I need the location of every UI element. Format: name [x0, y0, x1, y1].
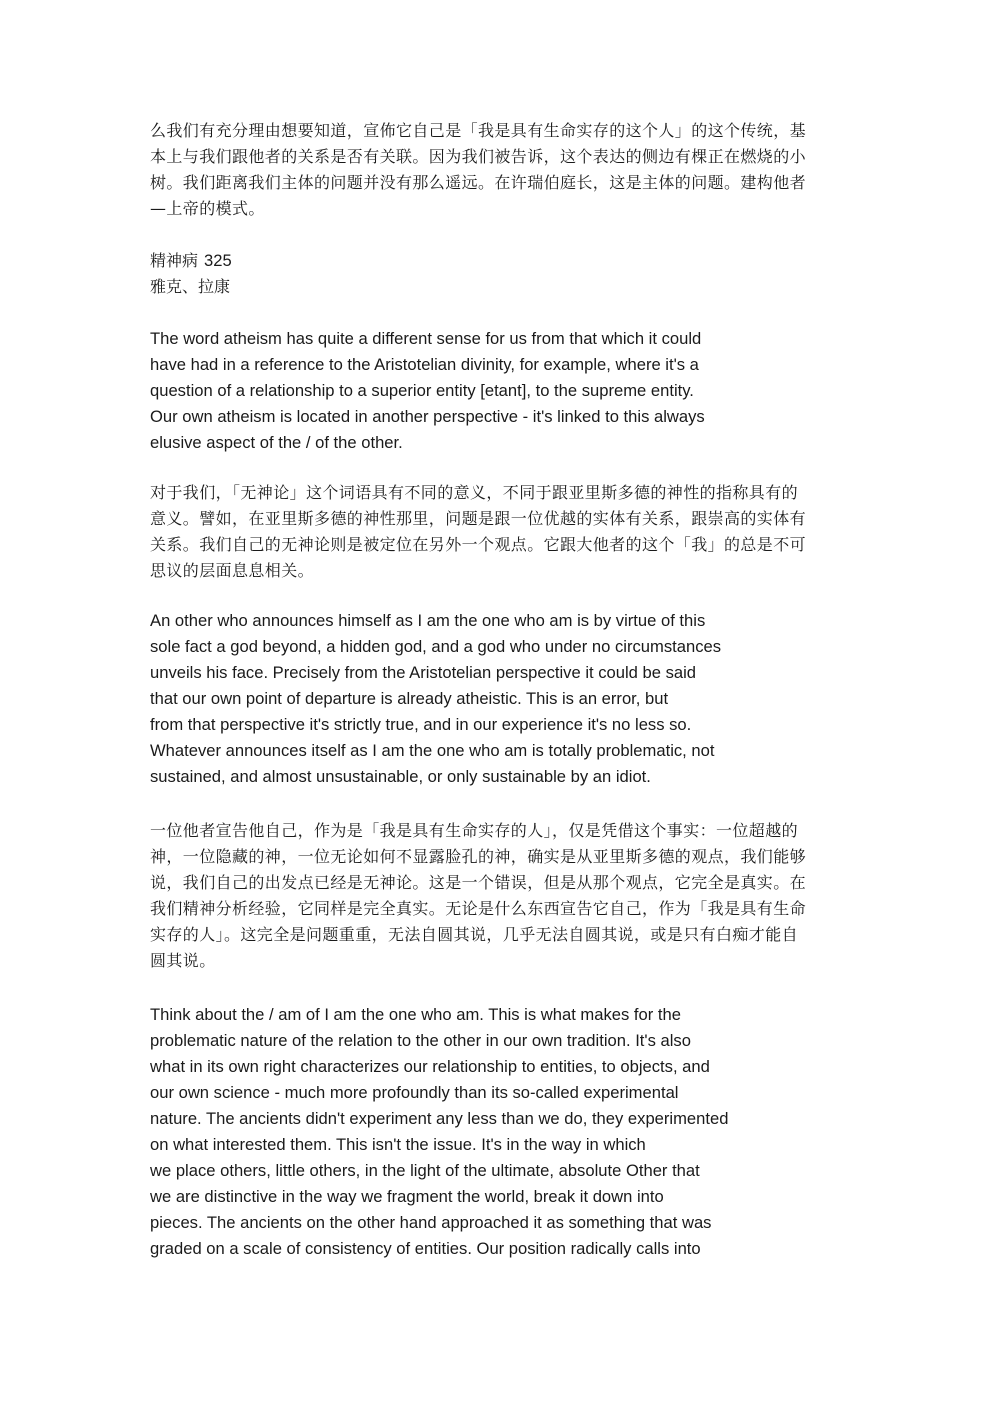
text-line: Our own atheism is located in another perspective - it's linked to this always	[150, 407, 705, 426]
text-line: Whatever announces itself as I am the one who am is totally problematic, not	[150, 741, 715, 760]
text-line: pieces. The ancients on the other hand approached it as something that was	[150, 1213, 712, 1232]
book-title: 精神病	[150, 251, 199, 270]
header-line	[150, 248, 850, 274]
text-line: 对于我们，「无神论」这个词语具有不同的意义，不同于跟亚里斯多德的神性的指称具有的	[150, 483, 799, 502]
text-line: graded on a scale of consistency of entities. Our position radically calls into	[150, 1239, 701, 1258]
text-line: 树。我们距离我们主体的问题并没有那么遥远。在许瑞伯庭长，这是主体的问题。建构他者	[150, 173, 807, 192]
text-line: on what interested them. This isn't the issue. It's in the way in which	[150, 1135, 646, 1154]
text-line: sustained, and almost unsustainable, or only sustainable by an idiot.	[150, 767, 651, 786]
text-line: nature. The ancients didn't experiment any less than we do, they experimented	[150, 1109, 729, 1128]
page-number: 325	[204, 251, 232, 270]
text-line: elusive aspect of the / of the other.	[150, 433, 403, 452]
text-line: 实存的人」。这完全是问题重重，无法自圆其说，几乎无法自圆其说，或是只有白痴才能自	[150, 925, 799, 944]
text-line: what in its own right characterizes our relationship to entities, to objects, and	[150, 1057, 710, 1076]
text-line: 么我们有充分理由想要知道，宣佈它自己是「我是具有生命实存的这个人」的这个传统，基	[150, 121, 807, 140]
text-line: question of a relationship to a superior entity [etant], to the supreme entity.	[150, 381, 694, 400]
text-line: we are distinctive in the way we fragment the world, break it down into	[150, 1187, 664, 1206]
text-line: we place others, little others, in the light of the ultimate, absolute Other that	[150, 1161, 700, 1180]
text-line: 本上与我们跟他者的关系是否有关联。因为我们被告诉，这个表达的侧边有棵正在燃烧的小	[150, 147, 807, 166]
text-line: problematic nature of the relation to the other in our own tradition. It's also	[150, 1031, 691, 1050]
paragraph-en-2	[150, 326, 850, 456]
text-line: our own science - much more profoundly than its so-called experimental	[150, 1083, 679, 1102]
text-line: 神，一位隐藏的神，一位无论如何不显露脸孔的神，确实是从亚里斯多德的观点，我们能够	[150, 847, 807, 866]
paragraph-zh-1	[150, 118, 850, 222]
paragraph-zh-2	[150, 480, 850, 584]
text-line: 说，我们自己的出发点已经是无神论。这是一个错误，但是从那个观点，它完全是真实。在	[150, 873, 807, 892]
text-line: have had in a reference to the Aristotelian divinity, for example, where it's a	[150, 355, 699, 374]
document-page	[150, 118, 850, 1262]
author-name: 雅克、拉康	[150, 277, 231, 296]
text-line: 圆其说。	[150, 951, 216, 970]
text-line: unveils his face. Precisely from the Aristotelian perspective it could be said	[150, 663, 697, 682]
text-line: 思议的层面息息相关。	[150, 561, 315, 580]
text-line: 意义。譬如，在亚里斯多德的神性那里，问题是跟一位优越的实体有关系，跟崇高的实体有	[150, 509, 807, 528]
running-header	[150, 248, 850, 300]
text-line: 关系。我们自己的无神论则是被定位在另外一个观点。它跟大他者的这个「我」的总是不可	[150, 535, 807, 554]
text-line: An other who announces himself as I am the one who am is by virtue of this	[150, 611, 706, 630]
text-line: sole fact a god beyond, a hidden god, and a god who under no circumstances	[150, 637, 722, 656]
text-line: from that perspective it's strictly true, and in our experience it's no less so.	[150, 715, 692, 734]
text-line: 一位他者宣告他自己，作为是「我是具有生命实存的人」，仅是凭借这个事实：一位超越的	[150, 821, 799, 840]
text-line: 我们精神分析经验，它同样是完全真实。无论是什么东西宣告它自己，作为「我是具有生命	[150, 899, 807, 918]
paragraph-en-4	[150, 1002, 850, 1262]
paragraph-en-3	[150, 608, 850, 790]
paragraph-zh-3	[150, 818, 850, 974]
text-line: The word atheism has quite a different sense for us from that which it could	[150, 329, 702, 348]
text-line: that our own point of departure is already atheistic. This is an error, but	[150, 689, 669, 708]
text-line: Think about the / am of I am the one who am. This is what makes for the	[150, 1005, 681, 1024]
text-line: —上帝的模式。	[150, 199, 265, 218]
